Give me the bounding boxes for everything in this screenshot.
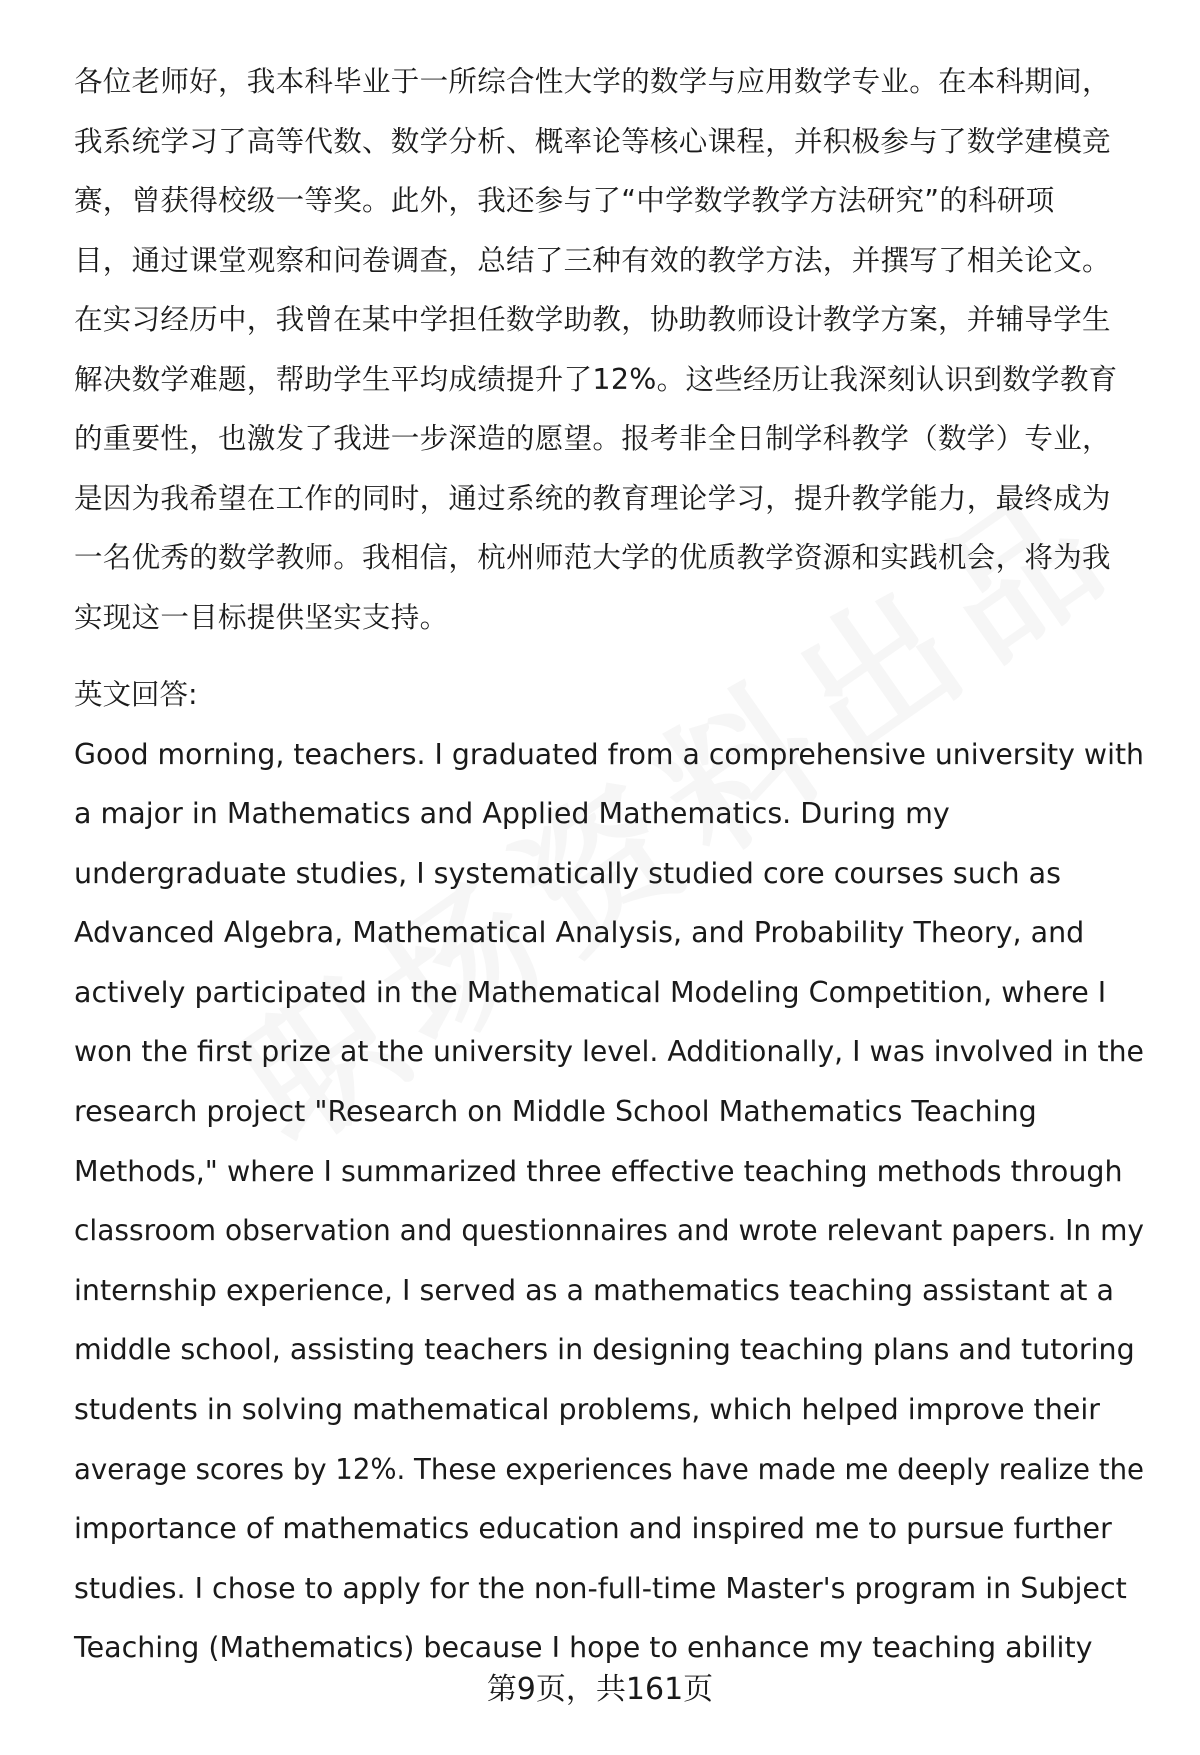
document-body (74, 52, 1154, 1678)
paragraph-line: Advanced Algebra, Mathematical Analysis, and Probability Theory, and (74, 916, 1085, 950)
paragraph-line: 的重要性，也激发了我进一步深造的愿望。报考非全日制学科教学（数学）专业， (74, 422, 1111, 455)
paragraph-line: 我系统学习了高等代数、数学分析、概率论等核心课程，并积极参与了数学建模竞 (74, 124, 1111, 158)
paragraph-line: 实现这一目标提供坚实支持。 (74, 600, 449, 634)
paragraph-line: 赛，曾获得校级一等奖。此外，我还参与了“中学数学教学方法研究”的科研项 (74, 184, 1055, 217)
paragraph-line: a major in Mathematics and Applied Mathematics. During my (74, 797, 950, 831)
english-answer-heading: 英文回答: (74, 678, 198, 711)
paragraph-line: Methods," where I summarized three effective teaching methods through (74, 1154, 1123, 1188)
paragraph-line: students in solving mathematical problems, which helped improve their (74, 1393, 1100, 1427)
paragraph-line: won the first prize at the university level. Additionally, I was involved in the (74, 1035, 1144, 1069)
paragraph-line: 是因为我希望在工作的同时，通过系统的教育理论学习，提升教学能力，最终成为 (74, 481, 1111, 515)
paragraph-line: 一名优秀的数学教师。我相信，杭州师范大学的优质教学资源和实践机会，将为我 (74, 541, 1111, 574)
paragraph-line: actively participated in the Mathematical Modeling Competition, where I (74, 975, 1107, 1009)
paragraph-line: 目，通过课堂观察和问卷调查，总结了三种有效的教学方法，并撰写了相关论文。 (74, 243, 1111, 277)
paragraph-line: importance of mathematics education and inspired me to pursue further (74, 1512, 1112, 1546)
paragraph-line: internship experience, I served as a mathematics teaching assistant at a (74, 1273, 1114, 1307)
paragraph-line: research project "Research on Middle School Mathematics Teaching (74, 1095, 1037, 1129)
paragraph-line: classroom observation and questionnaires and wrote relevant papers. In my (74, 1214, 1145, 1248)
page-number: 第9页，共161页 (486, 1672, 714, 1707)
paragraph-line: studies. I chose to apply for the non-full-time Master's program in Subject (74, 1571, 1127, 1605)
paragraph-line: 在实习经历中，我曾在某中学担任数学助教，协助教师设计教学方案，并辅导学生 (74, 303, 1111, 336)
paragraph-line: 解决数学难题，帮助学生平均成绩提升了12%。这些经历让我深刻认识到数学教育 (74, 362, 1118, 396)
chinese-answer-paragraph (74, 52, 1154, 647)
paragraph-line: 各位老师好，我本科毕业于一所综合性大学的数学与应用数学专业。在本科期间， (74, 65, 1111, 98)
paragraph-line: average scores by 12%. These experiences have made me deeply realize the (74, 1452, 1144, 1486)
english-answer-paragraph (74, 725, 1154, 1679)
paragraph-line: Good morning, teachers. I graduated from a comprehensive university with (74, 737, 1144, 771)
paragraph-line: Teaching (Mathematics) because I hope to enhance my teaching ability (74, 1631, 1093, 1665)
paragraph-line: undergraduate studies, I systematically studied core courses such as (74, 856, 1061, 890)
paragraph-line: middle school, assisting teachers in designing teaching plans and tutoring (74, 1333, 1135, 1367)
